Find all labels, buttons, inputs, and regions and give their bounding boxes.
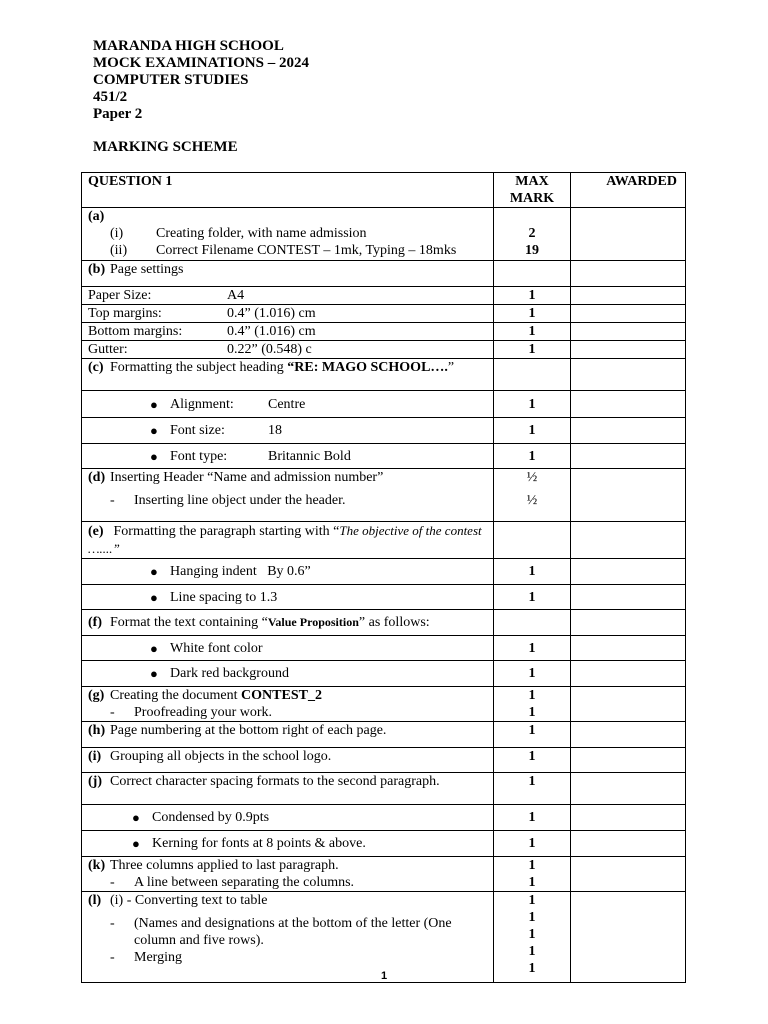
bullet-icon: ● [150, 666, 158, 681]
bullet-icon: ● [150, 448, 158, 464]
max-mark-cell: 1 1 1 1 1 [494, 892, 571, 983]
awarded-cell [571, 323, 686, 341]
awarded-cell [571, 522, 686, 559]
question-h: (h) Page numbering at the bottom right of each page. [82, 722, 494, 748]
awarded-cell [571, 610, 686, 636]
max-mark-cell: 1 [494, 341, 571, 359]
max-mark-cell: 1 [494, 661, 571, 687]
table-row: Paper Size: A4 1 [82, 287, 686, 305]
table-row: ● Dark red background 1 [82, 661, 686, 687]
table-row [82, 892, 686, 983]
table-row: ● Condensed by 0.9pts 1 [82, 805, 686, 831]
table-header-row [82, 173, 686, 208]
max-mark-cell: 1 [494, 831, 571, 857]
table-row: ● White font color 1 [82, 636, 686, 661]
table-row [82, 208, 686, 261]
item-text: Correct Filename CONTEST – 1mk, Typing – 18mks [156, 243, 457, 258]
max-mark-cell: 1 [494, 748, 571, 773]
bullet-icon: ● [150, 589, 158, 605]
awarded-cell [571, 773, 686, 805]
question-e: (e) Formatting the paragraph starting with “The objective of the contest …....” [82, 522, 494, 559]
table-row: Gutter: 0.22” (0.548) c 1 [82, 341, 686, 359]
table-row: ● Line spacing to 1.3 1 [82, 585, 686, 610]
item-label: (a) [88, 209, 105, 224]
max-mark-cell [494, 610, 571, 636]
awarded-cell [571, 391, 686, 418]
max-mark-cell: 1 [494, 805, 571, 831]
question-l: (l) (i) - Converting text to table - (Names and designations at the bottom of the letter (One column and five rows). - Merging [82, 892, 494, 983]
paper-number: Paper 2 [93, 106, 143, 122]
max-mark-cell: 1 [494, 444, 571, 469]
exam-title: MOCK EXAMINATIONS – 2024 [93, 55, 309, 71]
max-mark-cell: ½ ½ [494, 469, 571, 522]
table-row: ● Font type: Britannic Bold 1 [82, 444, 686, 469]
table-row [82, 610, 686, 636]
subject-code: 451/2 [93, 89, 128, 105]
table-row: ● Font size: 18 1 [82, 418, 686, 444]
marking-scheme-title: MARKING SCHEME [93, 139, 238, 155]
question-j: (j) Correct character spacing formats to the second paragraph. [82, 773, 494, 805]
max-mark-cell: 1 [494, 585, 571, 610]
awarded-cell [571, 687, 686, 722]
page-number: 1 [380, 970, 388, 982]
awarded-cell [571, 661, 686, 687]
max-mark-cell: 1 [494, 418, 571, 444]
table-row [82, 857, 686, 892]
max-mark-cell: 1 1 [494, 857, 571, 892]
awarded-cell [571, 418, 686, 444]
table-row [82, 748, 686, 773]
subject-name: COMPUTER STUDIES [93, 72, 249, 88]
max-mark-cell: 1 [494, 391, 571, 418]
max-mark-header: MAX MARK [494, 173, 571, 208]
awarded-cell [571, 305, 686, 323]
max-mark-cell: 1 [494, 722, 571, 748]
table-row [82, 773, 686, 805]
awarded-cell [571, 261, 686, 287]
question-a: (a) (i) Creating folder, with name admission (ii) Correct Filename CONTEST – 1mk, Typing – 18mks [82, 208, 494, 261]
max-mark-cell: 1 [494, 773, 571, 805]
table-row [82, 687, 686, 722]
table-row: ● Hanging indent By 0.6” 1 [82, 559, 686, 585]
question-i: (i) Grouping all objects in the school logo. [82, 748, 494, 773]
table-row [82, 522, 686, 559]
awarded-cell [571, 359, 686, 391]
awarded-cell [571, 287, 686, 305]
table-row [82, 261, 686, 287]
awarded-cell [571, 831, 686, 857]
bullet-icon: ● [150, 564, 158, 579]
awarded-cell [571, 722, 686, 748]
max-mark-cell: 1 [494, 323, 571, 341]
marking-scheme-table [81, 172, 686, 983]
question-header: QUESTION 1 [82, 173, 494, 208]
max-mark-cell: 1 [494, 636, 571, 661]
max-mark-cell [494, 261, 571, 287]
awarded-cell [571, 748, 686, 773]
max-mark-cell: 1 [494, 287, 571, 305]
table-row [82, 469, 686, 522]
max-mark-cell [494, 522, 571, 559]
awarded-cell [571, 559, 686, 585]
table-row: ● Alignment: Centre 1 [82, 391, 686, 418]
bullet-icon: ● [150, 396, 158, 412]
max-mark-cell: 1 1 [494, 687, 571, 722]
bullet-icon: ● [132, 836, 140, 851]
awarded-header: AWARDED [571, 173, 686, 208]
awarded-cell [571, 208, 686, 261]
awarded-cell [571, 805, 686, 831]
awarded-cell [571, 892, 686, 983]
max-mark-cell [494, 359, 571, 391]
question-g: (g) Creating the document CONTEST_2 - Proofreading your work. [82, 687, 494, 722]
question-f: (f) Format the text containing “Value Proposition” as follows: [82, 610, 494, 636]
question-k: (k) Three columns applied to last paragraph. - A line between separating the columns. [82, 857, 494, 892]
bullet-icon: ● [150, 640, 158, 656]
awarded-cell [571, 444, 686, 469]
table-row: ● Kerning for fonts at 8 points & above. 1 [82, 831, 686, 857]
document-header [93, 38, 309, 156]
bullet-icon: ● [150, 423, 158, 438]
awarded-cell [571, 341, 686, 359]
max-mark-cell: 1 [494, 305, 571, 323]
bullet-icon: ● [132, 810, 140, 825]
question-d: (d) Inserting Header “Name and admission number” - Inserting line object under the header. [82, 469, 494, 522]
question-c: (c) Formatting the subject heading “RE: MAGO SCHOOL….” [82, 359, 494, 391]
awarded-cell [571, 585, 686, 610]
school-name: MARANDA HIGH SCHOOL [93, 38, 284, 54]
question-b: (b) Page settings [82, 261, 494, 287]
table-row: Bottom margins: 0.4” (1.016) cm 1 [82, 323, 686, 341]
awarded-cell [571, 857, 686, 892]
table-row: Top margins: 0.4” (1.016) cm 1 [82, 305, 686, 323]
table-row [82, 359, 686, 391]
awarded-cell [571, 469, 686, 522]
max-mark-cell: 2 19 [494, 208, 571, 261]
max-mark-cell: 1 [494, 559, 571, 585]
table-row [82, 722, 686, 748]
item-text: Creating folder, with name admission [156, 226, 367, 241]
awarded-cell [571, 636, 686, 661]
